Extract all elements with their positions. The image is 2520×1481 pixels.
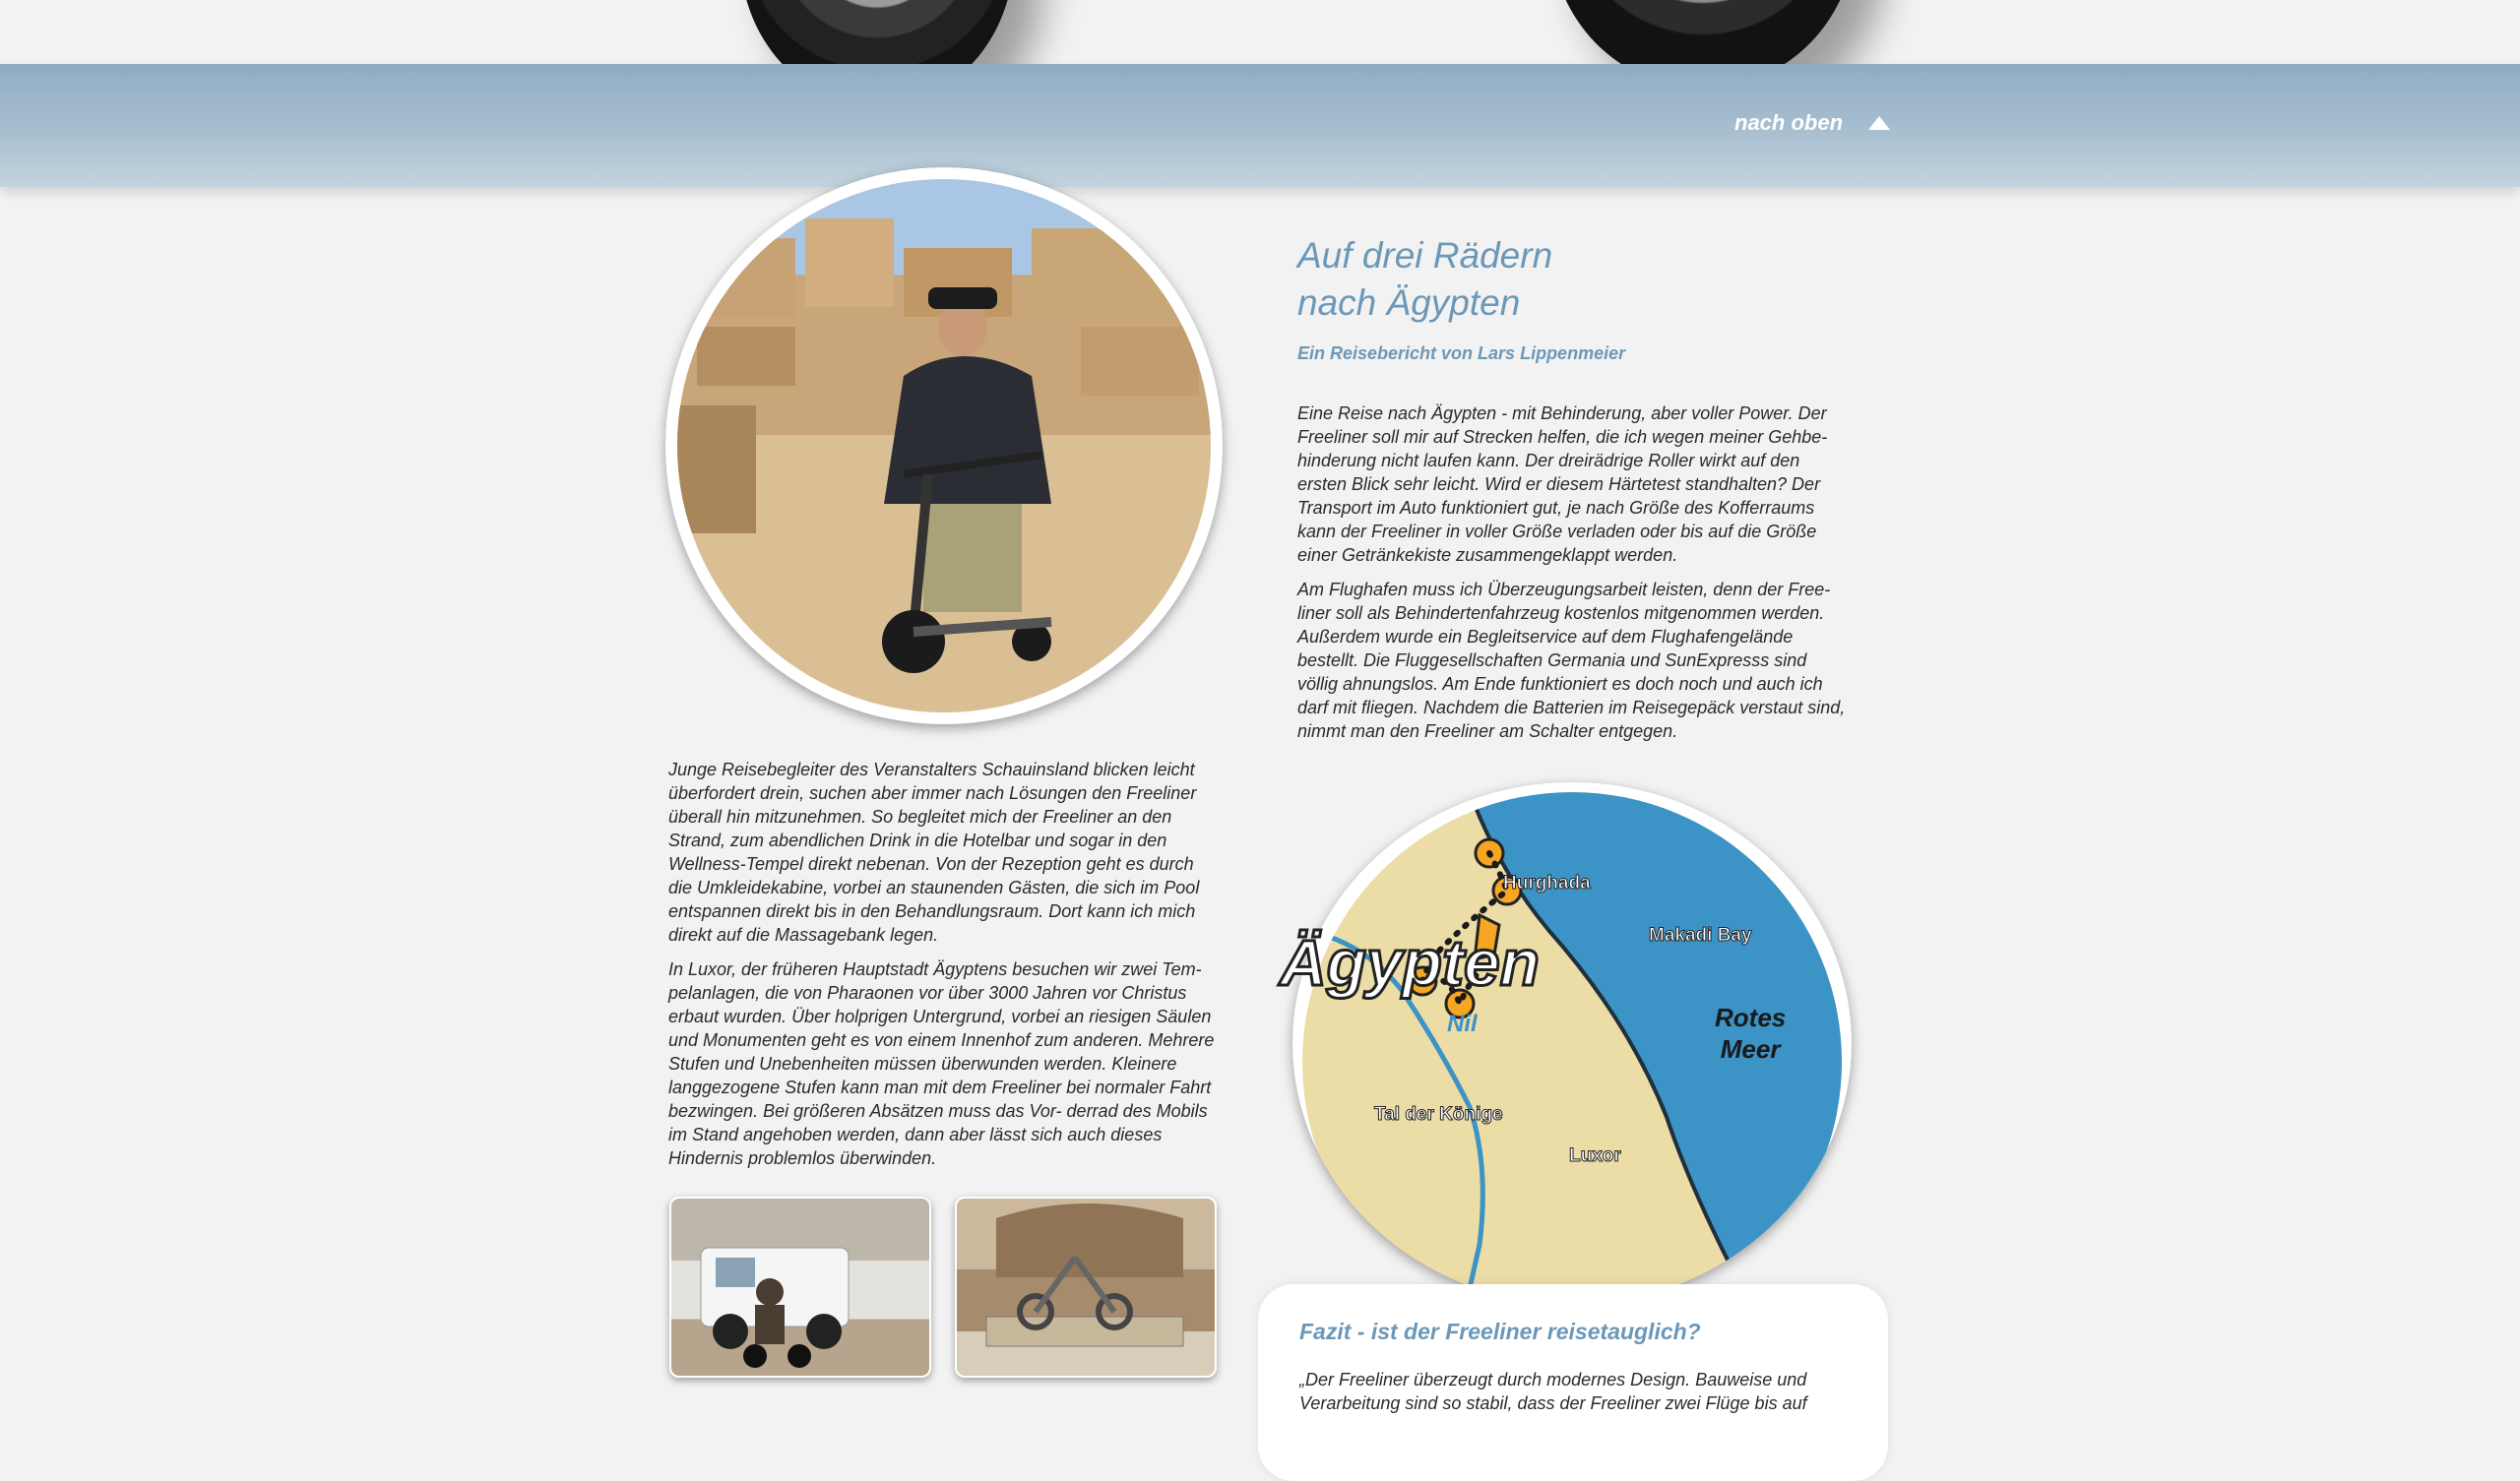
article-title xyxy=(1297,232,1552,327)
thumbnail-jeep-freeliner[interactable] xyxy=(669,1197,931,1378)
arrow-up-icon[interactable] xyxy=(1868,116,1890,130)
fazit-title: Fazit - ist der Freeliner reisetauglich? xyxy=(1299,1319,1701,1344)
map-place-label: Hurghada xyxy=(1503,873,1591,894)
paragraph: Am Flughafen muss ich Überzeugungsarbeit leisten, denn der Free- liner soll als Behindertenfahrzeug kostenlos mitgenommen werden. Außerdem wurde ein Begleitservice auf dem Flughafengelände bestellt. Die Fluggesellschaften Germania und SunExpresss sind völlig ahnungslos. Am Ende funktioniert es doch noch und auch ich darf mit fliegen. Nachdem die Batterien im Reisegepäck verstaut sind, nimmt man den Freeliner am Schalter entgegen. xyxy=(1297,580,1846,741)
map-place-label: Tal der Könige xyxy=(1374,1104,1503,1125)
title-line-1: Auf drei Rädern xyxy=(1297,235,1553,276)
article-text-right xyxy=(1297,401,1849,754)
photo-freeliner-egypt xyxy=(665,167,1223,724)
article-text-left xyxy=(668,758,1220,1181)
map-river-label: Nil xyxy=(1447,1011,1478,1037)
paragraph: Eine Reise nach Ägypten - mit Behinderung, aber voller Power. Der Freeliner soll mir auf Strecken helfen, die ich wegen meiner Gehbe- hinderung nicht laufen kann. Der dreirädrige Roller wirkt auf den ersten Blick sehr leicht. Wird er diesem Härtetest standhalten? Der Transport im Auto funktioniert gut, je nach Größe des Kofferraums kann der Freeliner in voller Größe verladen oder bis auf die Größe einer Getränkekiste zusammengeklappt werden. xyxy=(1297,403,1828,565)
map-place-label: Makadi Bay xyxy=(1649,925,1752,946)
title-line-2: nach Ägypten xyxy=(1297,282,1521,323)
back-to-top-link[interactable]: nach oben xyxy=(1734,110,1844,135)
thumbnail-freeliner-folded[interactable] xyxy=(955,1197,1217,1378)
temple-scene xyxy=(677,179,1211,712)
map-country-label: Ägypten xyxy=(1280,926,1540,999)
paragraph: Junge Reisebegleiter des Veranstalters Schauinsland blicken leicht überfordert drein, suchen aber immer nach Lösungen den Freeliner überall hin mitzunehmen. So begleitet mich der Freeliner an den Strand, zum abendlichen Drink in die Hotelbar und sogar in den Wellness-Tempel direkt nebenan. Von der Rezeption geht es durch die Umkleidekabine, vorbei an staunenden Gästen, die sich im Pool entspannen direkt bis in den Behandlungsraum. Dort kann ich mich direkt auf die Massagebank legen. xyxy=(668,760,1200,945)
article-subtitle: Ein Reisebericht von Lars Lippenmeier xyxy=(1297,343,1626,363)
fazit-text: „Der Freeliner überzeugt durch modernes Design. Bauweise und Verarbeitung sind so stabil, dass der Freeliner zwei Flüge bis auf xyxy=(1299,1370,1807,1413)
paragraph: In Luxor, der früheren Hauptstadt Ägyptens besuchen wir zwei Tem- pelanlagen, die von Pharaonen vor über 3000 Jahren vor Christus erbaut wurden. Über holprigen Untergrund, vorbei an riesigen Säulen und Monumenten geht es von einem Innenhof zum anderen. Mehrere Stufen und Unebenheiten müssen überwunden werden. Kleinere langgezogene Stufen kann man mit dem Freeliner bei normaler Fahrt bezwingen. Bei größeren Absätzen muss das Vor- derrad des Mobils im Stand angehoben werden, dann aber lässt sich auch dieses Hindernis problemlos überwinden. xyxy=(668,959,1215,1168)
map-place-label: Luxor xyxy=(1569,1145,1621,1166)
header-banner xyxy=(0,64,2520,187)
map-sea-label: Rotes Meer xyxy=(1715,1003,1787,1064)
